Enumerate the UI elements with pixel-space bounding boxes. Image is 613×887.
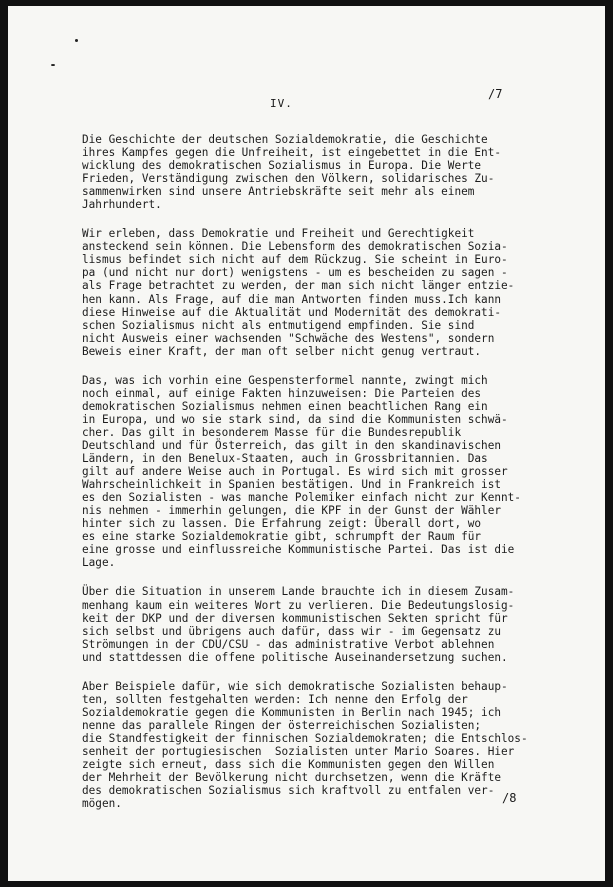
text-line: eine grosse und einflussreiche Kommunistische Partei. Das ist die (82, 543, 515, 557)
text-line: Über die Situation in unserem Lande brauchte ich in diesem Zusam- (82, 585, 515, 599)
text-line: hen kann. Als Frage, auf die man Antworten finden muss.Ich kann (82, 292, 501, 306)
punch-mark (75, 39, 78, 42)
text-line: Sozialdemokratie gegen die Kommunisten in Berlin nach 1945; ich (82, 705, 501, 719)
text-line: Das, was ich vorhin eine Gespensterformel nannte, zwingt mich (82, 373, 488, 387)
text-line: nicht Ausweis einer wachsenden "Schwäche des Westens", sondern (82, 331, 495, 345)
text-line: nenne das parallele Ringen der österreichischen Sozialisten; (82, 718, 482, 732)
text-line: sich selbst und übrigens auch dafür, dass wir - im Gegensatz zu (82, 624, 501, 638)
text-line: des demokratischen Sozialismus sich kraftvoll zu entfalen ver- (82, 784, 495, 798)
page-number-bottom: /8 (502, 791, 517, 805)
text-line: lismus befindet sich nicht auf dem Rückzug. Sie scheint in Euro- (82, 253, 508, 267)
punch-mark (51, 64, 55, 66)
text-line: Strömungen in der CDU/CSU - das administrative Verbot ablehnen (82, 637, 495, 651)
paragraph (82, 227, 562, 357)
text-line: es den Sozialisten - was manche Polemiker einfach nicht zur Kennt- (82, 491, 521, 505)
text-line: ihres Kampfes gegen die Unfreiheit, ist eingebettet in die Ent- (82, 146, 501, 160)
text-line: Lage. (82, 556, 116, 570)
page-number-top: /7 (488, 87, 503, 101)
text-line: keit der DKP und der diversen kommunistischen Sekten spricht für (82, 611, 508, 625)
text-line: schen Sozialismus nicht als entmutigend empfinden. Sie sind (82, 318, 475, 332)
text-line: zeigte sich erneut, dass sich die Kommunisten gegen den Willen (82, 758, 495, 772)
text-line: ansteckend sein können. Die Lebensform des demokratischen Sozia- (82, 240, 508, 254)
text-line: Frieden, Verständigung zwischen den Völkern, solidarisches Zu- (82, 172, 495, 186)
text-line: Wir erleben, dass Demokratie und Freiheit und Gerechtigkeit (82, 227, 475, 241)
text-line: nis nehmen - immerhin gelungen, die KPF in der Gunst der Wähler (82, 504, 501, 518)
text-line: menhang kaum ein weiteres Wort zu verlieren. Die Bedeutungslosig- (82, 598, 515, 612)
text-line: hinter sich zu lassen. Die Erfahrung zeigt: Überall dort, wo (82, 517, 482, 531)
text-line: demokratischen Sozialismus nehmen einen beachtlichen Rang ein (82, 399, 488, 413)
section-heading: IV. (270, 97, 293, 110)
text-line: pa (und nicht nur dort) wenigstens - um es bescheiden zu sagen - (82, 266, 508, 280)
text-line: Deutschland und für Österreich, das gilt in den skandinavischen (82, 438, 501, 452)
document-page (8, 6, 605, 881)
text-line: ten, sollten festgehalten werden: Ich nenne den Erfolg der (82, 692, 468, 706)
text-line: Ländern, in den Benelux-Staaten, auch in Grossbritannien. Das (82, 452, 488, 466)
body-text (82, 133, 562, 826)
text-line: und stattdessen die offene politische Auseinandersetzung suchen. (82, 650, 508, 664)
paragraph (82, 133, 562, 211)
text-line: diese Hinweise auf die Aktualität und Modernität des demokrati- (82, 305, 501, 319)
text-line: die Standfestigkeit der finnischen Sozialdemokraten; die Entschlos- (82, 731, 528, 745)
text-line: der Mehrheit der Bevölkerung nicht durchsetzen, wenn die Kräfte (82, 771, 501, 785)
text-line: Die Geschichte der deutschen Sozialdemokratie, die Geschichte (82, 133, 488, 146)
text-line: wicklung des demokratischen Sozialismus in Europa. Die Werte (82, 159, 482, 173)
text-line: es eine starke Sozialdemokratie gibt, schrumpft der Raum für (82, 530, 482, 544)
text-line: Aber Beispiele dafür, wie sich demokratische Sozialisten behaup- (82, 679, 508, 693)
text-line: Beweis einer Kraft, der man oft selber nicht genug vertraut. (82, 344, 482, 358)
text-line: in Europa, und wo sie stark sind, da sind die Kommunisten schwä- (82, 412, 508, 426)
paragraph (82, 585, 562, 663)
text-line: cher. Das gilt in besonderem Masse für die Bundesrepublik (82, 425, 462, 439)
text-line: senheit der portugiesischen Sozialisten unter Mario Soares. Hier (82, 744, 515, 758)
text-line: Wahrscheinlichkeit in Spanien bestätigen. Und in Frankreich ist (82, 478, 501, 492)
text-line: sammenwirken sind unsere Antriebskräfte seit mehr als einem (82, 185, 475, 199)
text-line: Jahrhundert. (82, 198, 162, 212)
paragraph (82, 374, 562, 570)
text-line: mögen. (82, 797, 122, 811)
paragraph (82, 680, 562, 810)
text-line: noch einmal, auf einige Fakten hinzuweisen: Die Parteien des (82, 386, 482, 400)
text-line: als Frage betrachtet zu werden, der man sich nicht länger entzie- (82, 279, 515, 293)
text-line: gilt auf andere Weise auch in Portugal. Es wird sich mit grosser (82, 465, 508, 479)
